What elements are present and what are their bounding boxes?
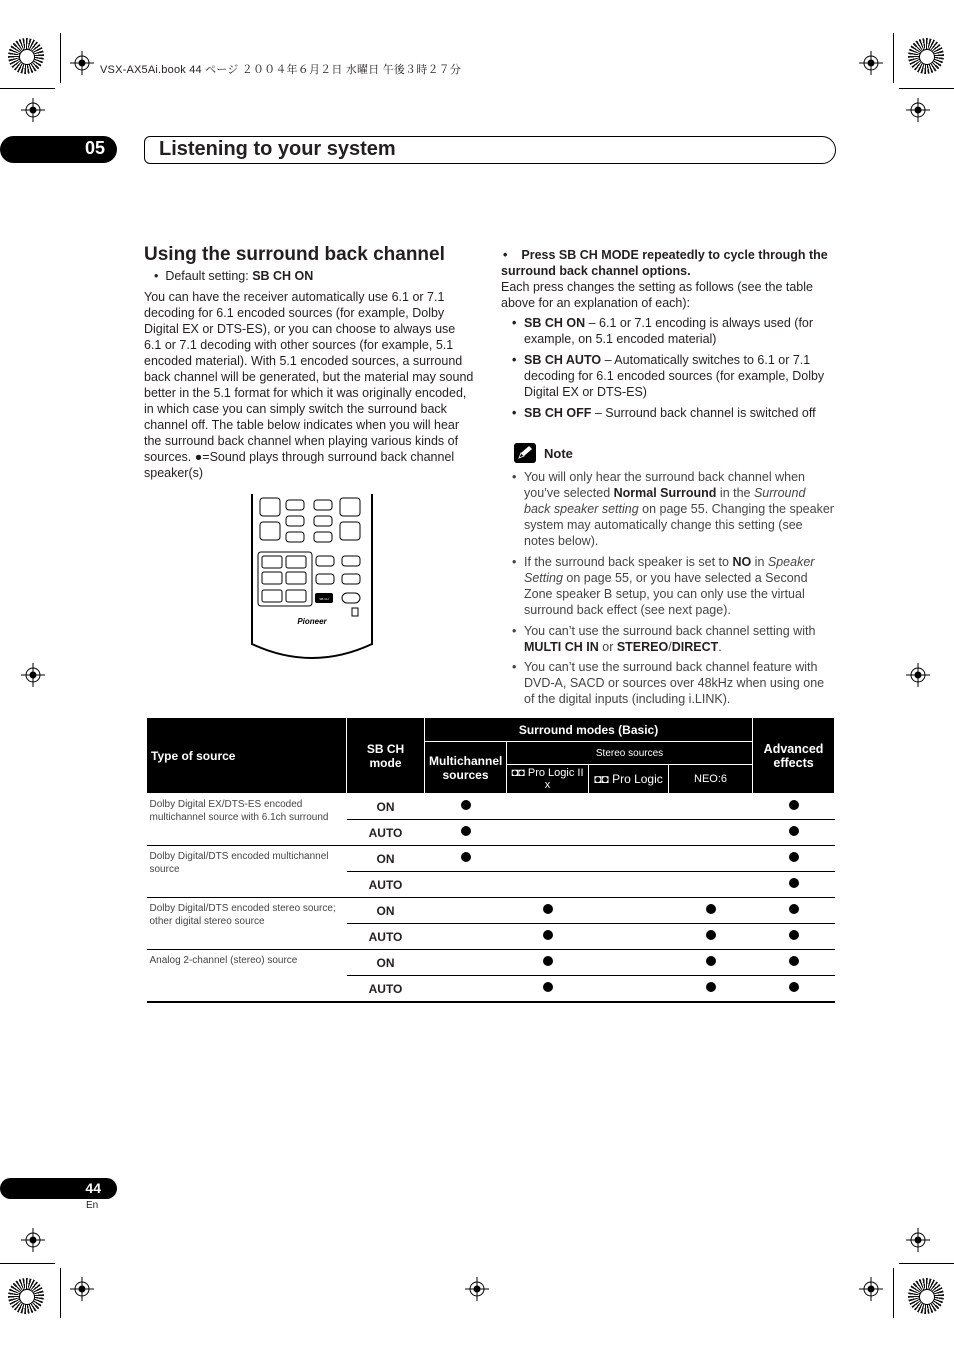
mark-cell (669, 976, 753, 1003)
source-type-cell: Dolby Digital EX/DTS-ES encoded multichannel source with 6.1ch surround (147, 794, 347, 846)
mark-cell (425, 950, 507, 976)
note-item: • If the surround back speaker is set to NO in Speaker Setting on page 55, or you have selected a Second Zone speaker B setup, you can only use the virtual surround back effect (see next page). (512, 555, 815, 617)
registration-mark (906, 663, 930, 687)
mark-cell (669, 924, 753, 950)
registration-mark (859, 51, 883, 75)
note-bold: Normal Surround (613, 486, 717, 500)
sb-ch-mode-cell: AUTO (347, 820, 425, 846)
mark-cell (507, 924, 589, 950)
header-sb-ch-mode: SB CH mode (347, 718, 425, 794)
note-bold: DIRECT (671, 640, 719, 654)
source-type-cell: Dolby Digital/DTS encoded multichannel source (147, 846, 347, 898)
sb-ch-mode-cell: ON (347, 846, 425, 872)
sb-ch-mode-cell: AUTO (347, 976, 425, 1003)
mark-cell (589, 846, 669, 872)
mark-cell (507, 976, 589, 1003)
crop-line (899, 88, 954, 89)
plays-bullet-icon (706, 956, 716, 966)
table-row (147, 898, 835, 924)
mark-cell (425, 846, 507, 872)
note-item: • You can’t use the surround back channel setting with MULTI CH IN or STEREO/DIRECT. (512, 624, 816, 654)
registration-mark (21, 663, 45, 687)
mark-cell (589, 794, 669, 820)
note-italic: Speaker Setting (524, 555, 815, 585)
mark-cell (425, 898, 507, 924)
mark-cell (589, 950, 669, 976)
note-italic: Surround back speaker setting (524, 486, 806, 516)
mark-cell (425, 924, 507, 950)
default-setting-value: SB CH ON (252, 269, 314, 283)
each-press-text: Each press changes the setting as follows (see the table above for an explanation of each): (501, 280, 813, 310)
table-row (147, 950, 835, 976)
sb-ch-mode-cell: AUTO (347, 872, 425, 898)
option-name: SB CH ON (524, 316, 586, 330)
crop-line (893, 33, 894, 83)
header-pro-logic (589, 765, 669, 794)
note-text: or (598, 640, 617, 654)
mark-cell (753, 846, 835, 872)
mark-cell (753, 976, 835, 1003)
registration-mark (21, 98, 45, 122)
plays-bullet-icon (543, 982, 553, 992)
plays-bullet-icon (789, 826, 799, 836)
plays-bullet-icon (706, 904, 716, 914)
note-bold: MULTI CH IN (524, 640, 599, 654)
mark-cell (669, 846, 753, 872)
option-desc: – 6.1 or 7.1 encoding is always used (for example, on 5.1 encoded material) (524, 316, 814, 346)
registration-mark (906, 1228, 930, 1252)
mark-cell (507, 846, 589, 872)
registration-mark (70, 51, 94, 75)
press-instruction-text: Press SB CH MODE repeatedly to cycle through the surround back channel options. (501, 248, 828, 278)
plays-bullet-icon (789, 852, 799, 862)
chapter-badge (16, 136, 117, 163)
crop-line (893, 1268, 894, 1318)
header-type-of-source: Type of source (147, 718, 347, 794)
page-number-badge (16, 1178, 117, 1199)
header-pro-logic-label: Pro Logic (612, 772, 663, 786)
mark-cell (507, 872, 589, 898)
note-item: • You can’t use the surround back channel feature with DVD-A, SACD or sources over 48kHz when using one of the digital inputs (including i.LINK). (512, 659, 834, 707)
plays-bullet-icon (461, 826, 471, 836)
note-text: . (718, 640, 722, 654)
plays-bullet-icon (461, 852, 471, 862)
sb-ch-mode-cell: ON (347, 794, 425, 820)
chapter-number: 05 (84, 138, 105, 158)
note-text: You can’t use the surround back channel setting with (524, 624, 816, 638)
plays-bullet-icon (789, 956, 799, 966)
note-label: Note (544, 446, 573, 461)
registration-wheel-top-right (908, 38, 944, 74)
note-bold: NO (732, 555, 752, 569)
header-surround-modes: Surround modes (Basic) (425, 718, 753, 742)
mark-cell (753, 924, 835, 950)
header-pro-logic-iix (507, 765, 589, 794)
plays-bullet-icon (706, 930, 716, 940)
mark-cell (425, 872, 507, 898)
sb-ch-mode-cell: AUTO (347, 924, 425, 950)
mark-cell (425, 976, 507, 1003)
crop-line (60, 33, 61, 83)
chapter-title: Listening to your system (159, 138, 396, 160)
mark-cell (425, 794, 507, 820)
mark-cell (753, 898, 835, 924)
header-multichannel: Multichannel sources (425, 742, 507, 794)
plays-bullet-icon (706, 982, 716, 992)
source-type-cell: Dolby Digital/DTS encoded stereo source; other digital stereo source (147, 898, 347, 950)
plays-bullet-icon (461, 800, 471, 810)
section-title: Using the surround back channel (144, 244, 445, 265)
mark-cell (425, 820, 507, 846)
mark-cell (669, 820, 753, 846)
option-desc: – Surround back channel is switched off (591, 406, 816, 420)
plays-bullet-icon (543, 930, 553, 940)
note-text: If the surround back speaker is set to (524, 555, 733, 569)
plays-bullet-icon (543, 904, 553, 914)
mark-cell (753, 794, 835, 820)
option-sb-ch-off: • SB CH OFF – Surround back channel is switched off (512, 406, 816, 420)
mark-cell (753, 820, 835, 846)
page-language: En (86, 1200, 99, 1211)
press-instruction: • Press SB CH MODE repeatedly to cycle through the surround back channel options. (501, 248, 828, 278)
sb-ch-mode-cell: ON (347, 898, 425, 924)
sb-ch-mode-cell: ON (347, 950, 425, 976)
plays-bullet-icon (789, 904, 799, 914)
option-sb-ch-on: • SB CH ON – 6.1 or 7.1 encoding is always used (for example, on 5.1 encoded material) (512, 316, 814, 346)
plays-bullet-icon (789, 982, 799, 992)
table-row (147, 846, 835, 872)
mark-cell (589, 924, 669, 950)
registration-mark (21, 1228, 45, 1252)
registration-wheel-bottom-left (8, 1278, 44, 1314)
note-text: on page 55, or you have selected a Second Zone speaker B setup, you can only use the virtual surround back effect (see next page). (524, 571, 808, 617)
mark-cell (589, 820, 669, 846)
note-text: on page 55. Changing the speaker system may automatically change this setting (see notes below). (524, 502, 834, 548)
plays-bullet-icon (789, 930, 799, 940)
option-sb-ch-auto: • SB CH AUTO – Automatically switches to 6.1 or 7.1 decoding for 6.1 encoded sources (for example, Dolby Digital EX or DTS-ES) (512, 353, 825, 399)
dolby-logo-icon: ◘◘ (594, 772, 613, 786)
registration-mark (465, 1277, 489, 1301)
page-number: 44 (85, 1180, 101, 1196)
header-advanced-effects: Advanced effects (753, 718, 835, 794)
mark-cell (507, 950, 589, 976)
header-stereo-sources: Stereo sources (507, 742, 753, 765)
registration-wheel-top-left (8, 38, 44, 74)
remote-control-illustration (250, 494, 374, 662)
crop-line (0, 1263, 55, 1264)
default-setting-prefix: Default setting: (165, 269, 253, 283)
table-row (147, 794, 835, 820)
mark-cell (589, 872, 669, 898)
plays-bullet-icon (789, 878, 799, 888)
mark-cell (589, 898, 669, 924)
registration-mark (70, 1277, 94, 1301)
plays-bullet-icon (789, 800, 799, 810)
section-body: You can have the receiver automatically use 6.1 or 7.1 decoding for 6.1 encoded sources (for example, Dolby Digital EX or DTS-ES), or you can choose to always use 6.1 or 7.1 decoding with other sources (for example, 5.1 encoded material). With 5.1 encoded sources, a surround back channel will be generated, but the material may sound better in the 5.1 format for which it was originally encoded, in which case you can simply switch the surround back channel off. The table below indicates when you will hear the surround back channel when playing various kinds of sources. ●=Sound plays through surround back channel speaker(s) (144, 290, 474, 480)
mark-cell (753, 872, 835, 898)
registration-mark (859, 1277, 883, 1301)
mark-cell (669, 872, 753, 898)
svg-text:SB CH: SB CH (319, 597, 329, 601)
mark-cell (507, 820, 589, 846)
mark-cell (669, 898, 753, 924)
plays-bullet-icon (543, 956, 553, 966)
note-text: You will only hear the surround back channel when you’ve selected (524, 470, 805, 500)
header-neo6: NEO:6 (669, 765, 753, 794)
mark-cell (669, 950, 753, 976)
registration-mark (906, 98, 930, 122)
mark-cell (589, 976, 669, 1003)
crop-line (0, 88, 55, 89)
mark-cell (753, 950, 835, 976)
option-name: SB CH AUTO (524, 353, 602, 367)
svg-text:Pioneer: Pioneer (297, 617, 327, 626)
book-file-header: VSX-AX5Ai.book 44 ページ ２００４年６月２日 水曜日 午後３時２７分 (100, 64, 462, 76)
note-text: in (751, 555, 768, 569)
note-text: You can’t use the surround back channel feature with DVD-A, SACD or sources over 48kHz when using one of the digital inputs (including i.LINK). (524, 660, 825, 706)
option-name: SB CH OFF (524, 406, 592, 420)
note-text: / (668, 640, 672, 654)
crop-line (60, 1268, 61, 1318)
note-pencil-icon (514, 443, 536, 463)
mark-cell (507, 898, 589, 924)
header-pro-logic-iix-label: Pro Logic II x (527, 767, 584, 791)
chapter-title-bar (144, 136, 836, 164)
dolby-logo-icon: ◘◘ (511, 767, 528, 779)
note-bold: STEREO (616, 640, 669, 654)
source-type-cell: Analog 2-channel (stereo) source (147, 950, 347, 1003)
default-setting: • Default setting: SB CH ON (154, 269, 314, 283)
mark-cell (669, 794, 753, 820)
surround-back-table (146, 717, 835, 1003)
option-desc: – Automatically switches to 6.1 or 7.1 decoding for 6.1 encoded sources (for example, Dolby Digital EX or DTS-ES) (524, 353, 825, 399)
note-item: • You will only hear the surround back channel when you’ve selected Normal Surround in the Surround back speaker setting on page 55. Changing the speaker system may automatically change this setting (see notes below). (512, 470, 834, 548)
note-text: in the (716, 486, 754, 500)
registration-wheel-bottom-right (908, 1278, 944, 1314)
mark-cell (507, 794, 589, 820)
crop-line (899, 1263, 954, 1264)
